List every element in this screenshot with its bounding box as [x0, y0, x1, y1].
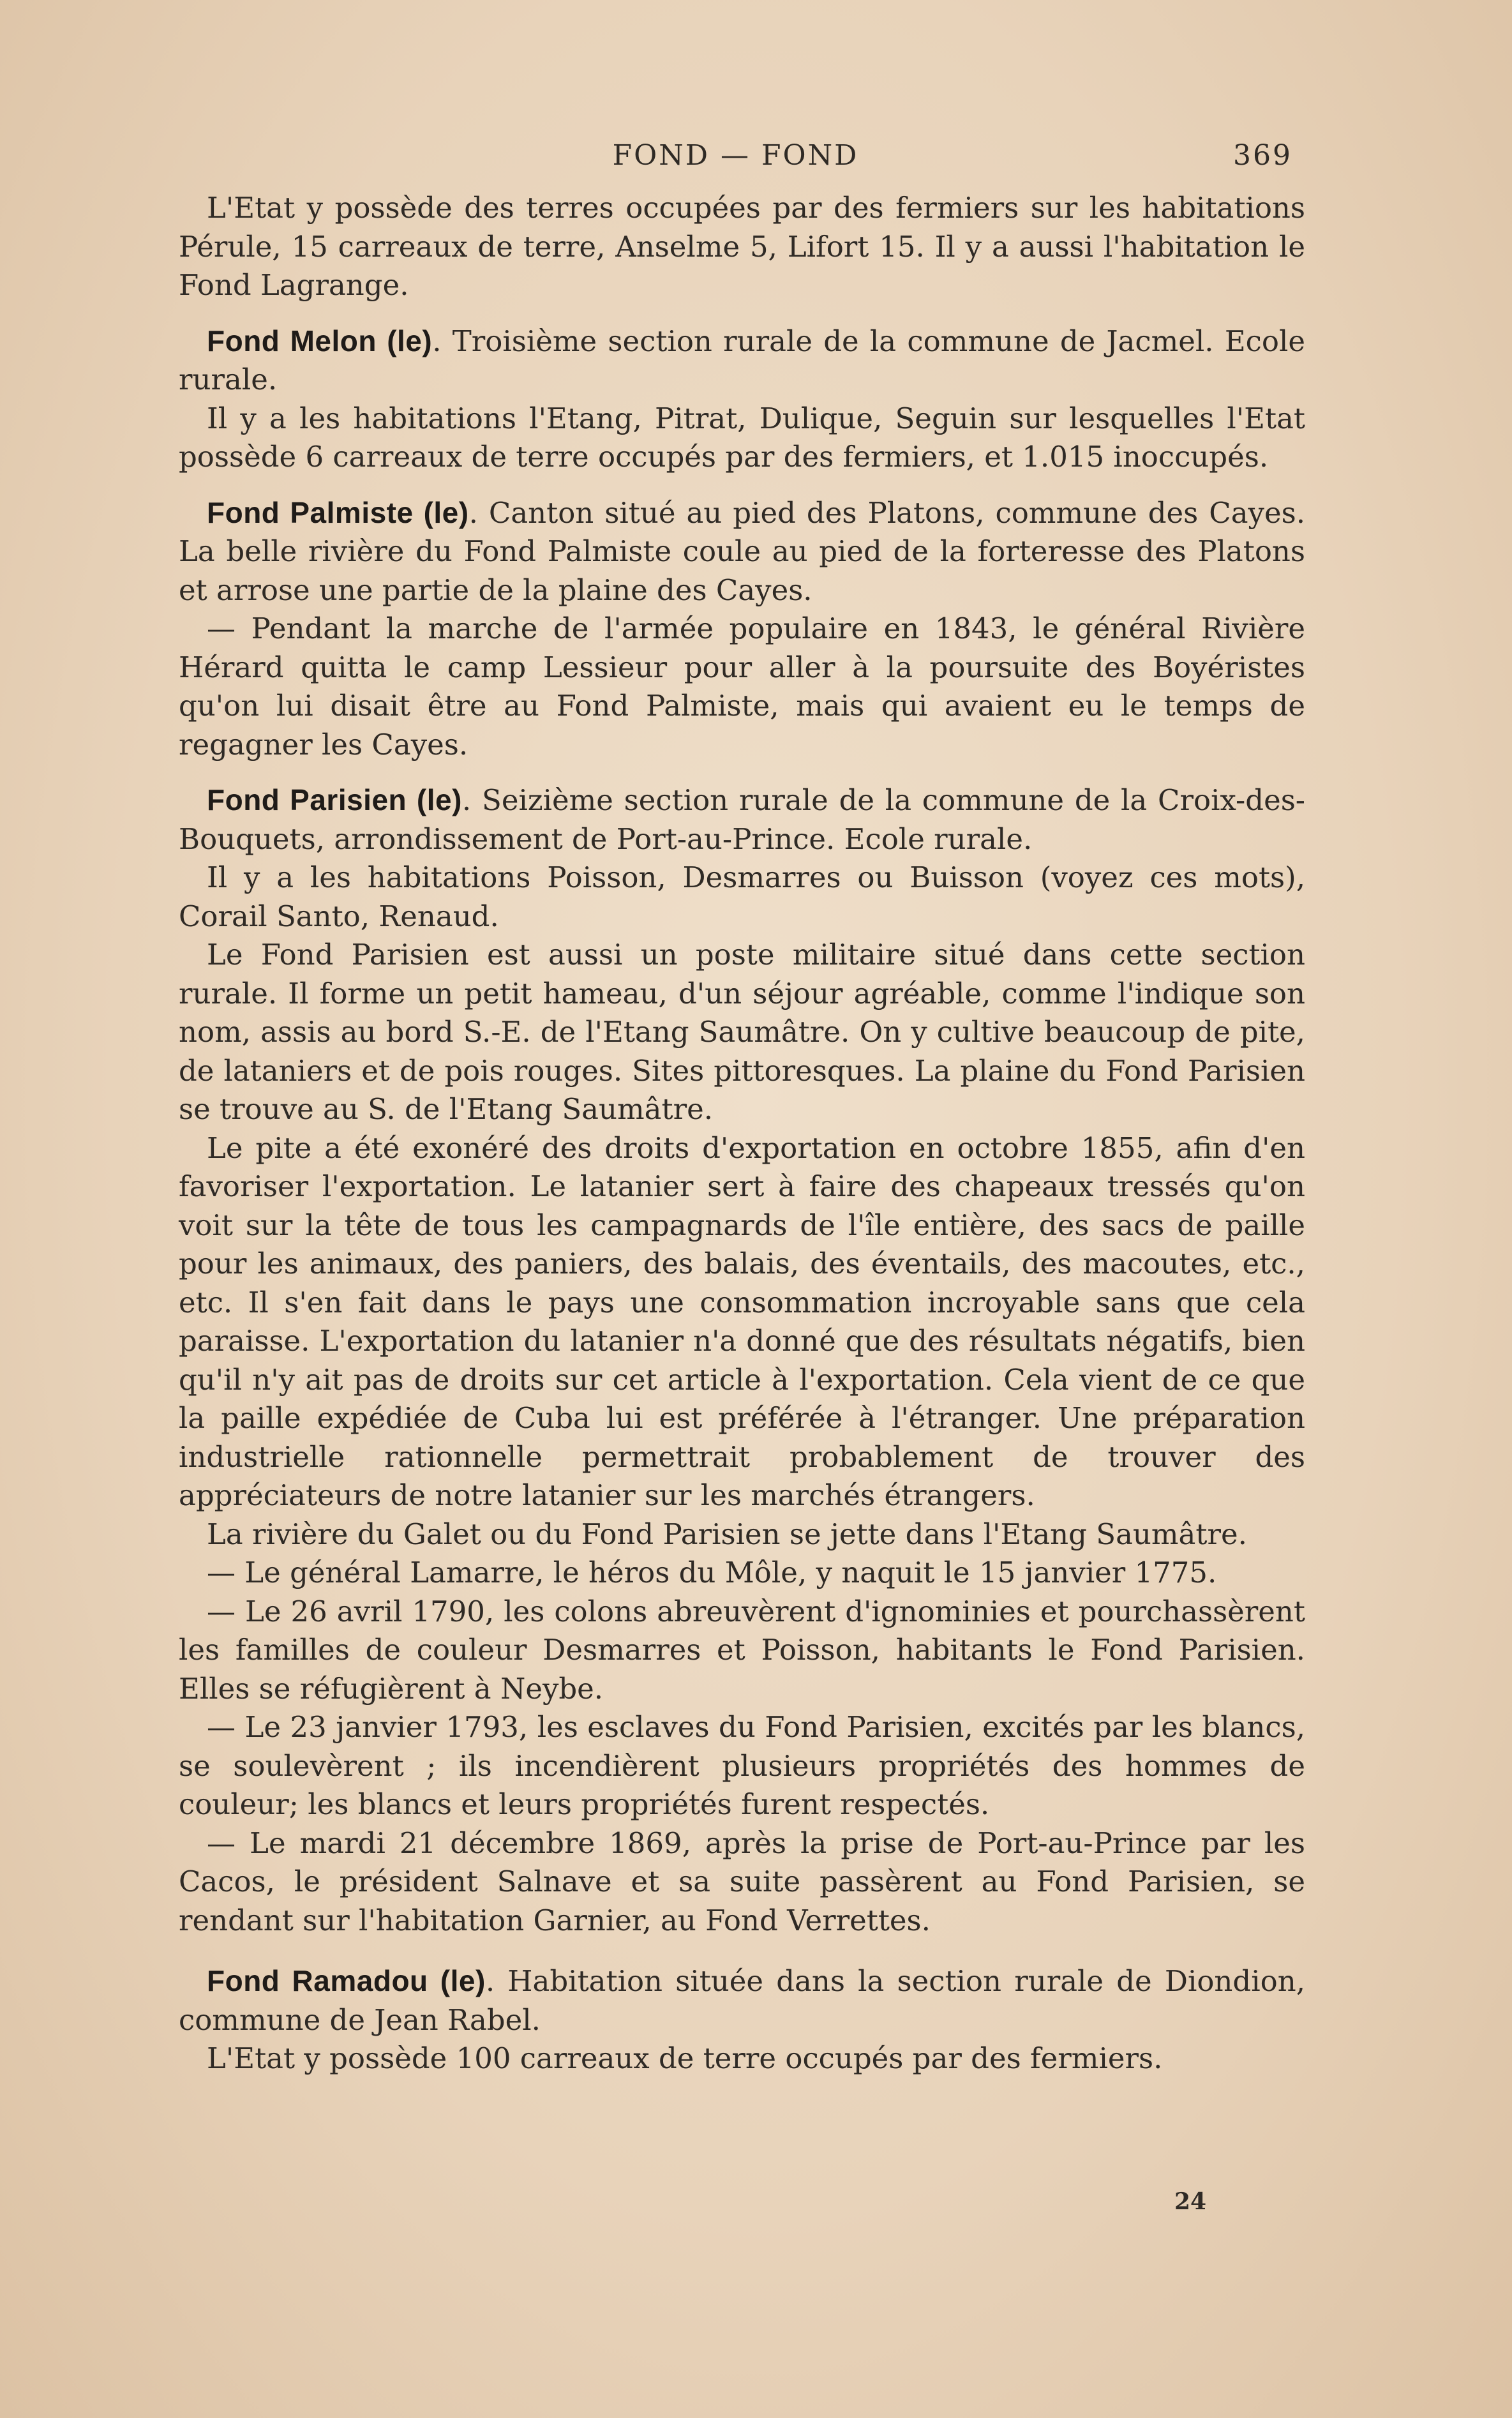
headword: Fond Melon (le) [207, 324, 433, 357]
paragraph: Le Fond Parisien est aussi un poste militaire situé dans cette section rurale. Il forme un petit hameau, d'un séjour agréable, comme l'indique son nom, assis au bord S.-E. de l'Etang Saumâtre. On y cultive beaucoup de pite, de lataniers et de pois rouges. Sites pittoresques. La plaine du Fond Parisien se trouve au S. de l'Etang Saumâtre. [179, 938, 1305, 1126]
entry-text: . Seizième section rurale de la commune de la Croix-des-Bouquets, arrondissement de Port-au-Prince. Ecole rurale. [179, 783, 1306, 856]
signature-mark: 24 [1174, 2188, 1207, 2215]
paragraph: — Le 23 janvier 1793, les esclaves du Fond Parisien, excités par les blancs, se soulevèrent ; ils incendièrent plusieurs propriétés des hommes de couleur; les blancs et leurs propriétés furent respectés. [179, 1710, 1305, 1821]
paragraph: Le pite a été exonéré des droits d'exportation en octobre 1855, afin d'en favoriser l'exportation. Le latanier sert à faire des chapeaux tressés qu'on voit sur la tête de tous les campagnards de l'île entière, des sacs de paille pour les animaux, des paniers, des balais, des éventails, des macoutes, etc., etc. Il s'en fait dans le pays une consommation incroyable sans que cela paraisse. L'exportation du latanier n'a donné que des résultats négatifs, bien qu'il n'y ait pas de droits sur cet article à l'exportation. Cela vient de ce que la paille expédiée de Cuba lui est préférée à l'étranger. Une préparation industrielle rationnelle permettrait probablement de trouver des appréciateurs de notre latanier sur les marchés étrangers. [179, 1130, 1305, 1512]
paragraph: L'Etat y possède 100 carreaux de terre occupés par des fermiers. [207, 2041, 1163, 2075]
paragraph: — Le 26 avril 1790, les colons abreuvèrent d'ignominies et pourchassèrent les familles de couleur Desmarres et Poisson, habitants le Fond Parisien. Elles se réfugièrent à Neybe. [179, 1594, 1305, 1706]
headword: Fond Parisien (le) [207, 783, 462, 816]
headword: Fond Ramadou (le) [207, 1964, 486, 1997]
paragraph: — Le mardi 21 décembre 1869, après la prise de Port-au-Prince par les Cacos, le président Salnave et sa suite passèrent au Fond Parisien, se rendant sur l'habitation Garnier, au Fond Verrettes. [179, 1826, 1305, 1937]
running-title: FOND — FOND [612, 139, 859, 172]
entry-fond-palmiste [179, 493, 1305, 610]
entry-text: . Habitation située dans la section rurale de Diondion, commune de Jean Rabel. [179, 1964, 1305, 2037]
paragraph: — Le général Lamarre, le héros du Môle, y naquit le 15 janvier 1775. [207, 1556, 1217, 1589]
paragraph: Il y a les habitations l'Etang, Pitrat, Dulique, Seguin sur lesquelles l'Etat possède 6 carreaux de terre occupés par des fermiers, et 1.015 inoccupés. [179, 401, 1305, 474]
paragraph: — Pendant la marche de l'armée populaire en 1843, le général Rivière Hérard quitta le camp Lessieur pour aller à la poursuite des Boyéristes qu'on lui disait être au Fond Palmiste, mais qui avaient eu le temps de regagner les Cayes. [179, 612, 1305, 762]
entry-fond-ramadou [179, 1962, 1305, 2039]
headword: Fond Palmiste (le) [207, 495, 469, 529]
paragraph: L'Etat y possède des terres occupées par des fermiers sur les habitations Pérule, 15 carreaux de terre, Anselme 5, Lifort 15. Il y a aussi l'habitation le Fond Lagrange. [179, 191, 1305, 302]
entry-fond-parisien [179, 781, 1305, 859]
running-header [179, 139, 1292, 177]
page-body [179, 189, 1305, 2078]
entry-fond-melon [179, 322, 1305, 400]
paragraph: Il y a les habitations Poisson, Desmarres ou Buisson (voyez ces mots), Corail Santo, Renaud. [179, 860, 1305, 933]
page-number: 369 [1233, 139, 1292, 172]
paragraph: La rivière du Galet ou du Fond Parisien se jette dans l'Etang Saumâtre. [207, 1517, 1247, 1551]
entry-text: . Canton situé au pied des Platons, commune des Cayes. La belle rivière du Fond Palmiste coule au pied de la forteresse des Platons et arrose une partie de la plaine des Cayes. [179, 495, 1305, 607]
entry-text: . Troisième section rurale de la commune de Jacmel. Ecole rurale. [179, 324, 1305, 396]
